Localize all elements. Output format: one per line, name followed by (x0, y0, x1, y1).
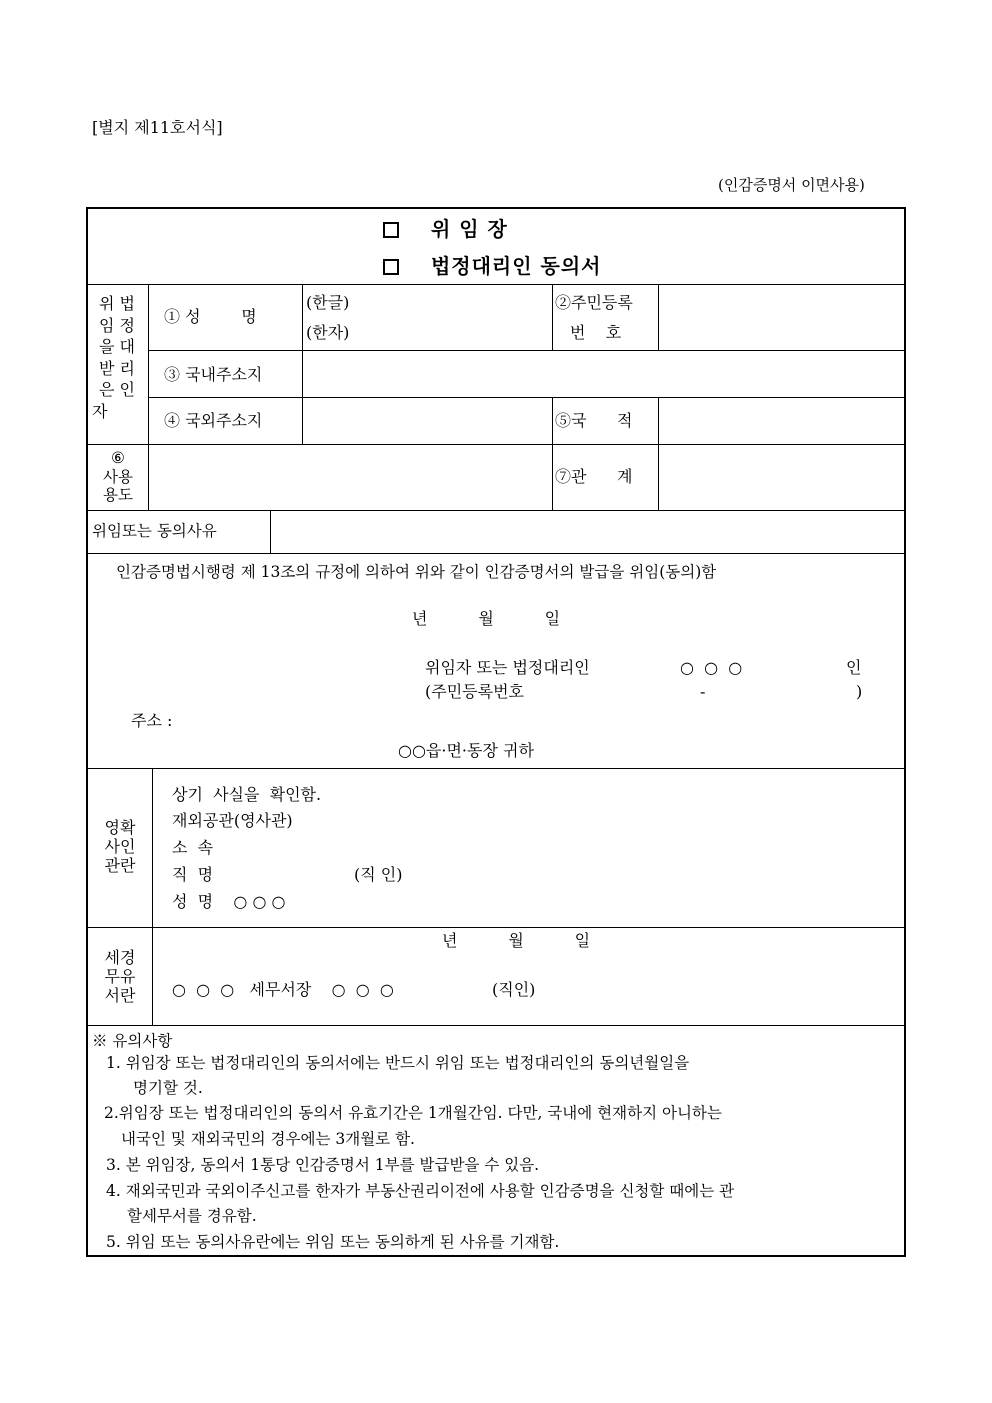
delegator-resident-number-dash: - (700, 682, 706, 701)
name-hanja-label: (한자) (306, 323, 350, 342)
consulate-position: 직 명 (172, 865, 214, 884)
addressee: ○○읍·면·동장 귀하 (398, 741, 534, 760)
name-hangul-label: (한글) (306, 293, 350, 312)
delegator-label: 위임자 또는 법정대리인 (425, 658, 590, 677)
reason-label: 위임또는 동의사유 (92, 522, 217, 540)
consulate-office: 재외공관(영사관) (172, 811, 293, 830)
statement-date: 년 월 일 (412, 609, 561, 628)
principal-group-label: 위 법 임 정 을 대 받 리 은 인 자 (92, 294, 135, 421)
note-item-1-cont: 명기할 것. (133, 1079, 203, 1097)
note-item-2-cont: 내국인 및 재외국민의 경우에는 3개월로 함. (121, 1130, 415, 1148)
form-number-label: [별지 제11호서식] (92, 118, 223, 137)
tax-office-line: ○ ○ ○ 세무서장 ○ ○ ○ (172, 980, 394, 999)
usage-label: ⑥ 사용 용도 (103, 449, 133, 505)
delegator-resident-number-close: ) (856, 682, 863, 701)
domestic-address-label: ③ 국내주소지 (164, 365, 263, 384)
title-row-consent (383, 256, 602, 276)
note-item-3: 3. 본 위임장, 동의서 1통당 인감증명서 1부를 발급받을 수 있음. (106, 1156, 540, 1174)
tax-office-seal: (직인) (492, 980, 536, 999)
resident-number-label: ②주민등록 (555, 293, 633, 312)
consulate-confirm-text: 상기 사실을 확인함. (172, 785, 322, 804)
domestic-address-input[interactable] (306, 354, 902, 394)
foreign-address-input[interactable] (306, 401, 548, 441)
resident-number-label-2: 번 호 (570, 323, 622, 342)
note-item-1: 1. 위임장 또는 법정대리인의 동의서에는 반드시 위임 또는 법정대리인의 동의년월일을 (106, 1054, 690, 1072)
delegator-resident-number-label: (주민등록번호 (425, 682, 524, 701)
note-item-4: 4. 재외국민과 국외이주신고를 한자가 부동산권리이전에 사용할 인감증명을 신청할 때에는 관 (106, 1182, 735, 1200)
notes-heading: ※ 유의사항 (92, 1032, 173, 1050)
delegator-name: ○ ○ ○ (680, 658, 743, 677)
consent-checkbox[interactable] (383, 259, 399, 275)
delegation-checkbox[interactable] (383, 222, 399, 238)
title-consent: 법정대리인 동의서 (430, 254, 602, 278)
usage-input[interactable] (152, 448, 548, 506)
title-row-delegation (383, 219, 508, 239)
relation-input[interactable] (662, 448, 902, 506)
nationality-label: ⑤국 적 (555, 411, 633, 430)
nationality-input[interactable] (662, 401, 902, 441)
delegator-seal: 인 (846, 658, 862, 677)
name-input[interactable] (360, 288, 548, 346)
note-item-4-cont: 할세무서를 경유함. (127, 1207, 257, 1225)
note-item-2: 2.위임장 또는 법정대리인의 동의서 유효기간은 1개월간임. 다만, 국내에 현재하지 아니하는 (104, 1104, 722, 1122)
statement-body: 인감증명법시행령 제 13조의 규정에 의하여 위와 같이 인감증명서의 발급을 위임(동의)함 (116, 563, 717, 581)
consulate-label: 영확 사인 관란 (104, 818, 136, 876)
relation-label: ⑦관 계 (555, 467, 633, 486)
reason-input[interactable] (274, 514, 902, 550)
consulate-seal: (직 인) (354, 865, 403, 884)
resident-number-input[interactable] (662, 288, 902, 346)
tax-office-label: 세경 무유 서란 (104, 948, 136, 1006)
name-label: ① 성 명 (164, 307, 257, 326)
tax-office-date: 년 월 일 (442, 931, 591, 950)
consulate-affiliation: 소 속 (172, 838, 214, 857)
usage-note: (인감증명서 이면사용) (718, 176, 865, 194)
consulate-officer-name: 성 명 ○ ○ ○ (172, 892, 286, 911)
note-item-5: 5. 위임 또는 동의사유란에는 위임 또는 동의하게 된 사유를 기재함. (106, 1233, 560, 1251)
foreign-address-label: ④ 국외주소지 (164, 411, 263, 430)
address-label: 주소 : (131, 711, 173, 730)
title-delegation: 위 임 장 (430, 217, 508, 241)
